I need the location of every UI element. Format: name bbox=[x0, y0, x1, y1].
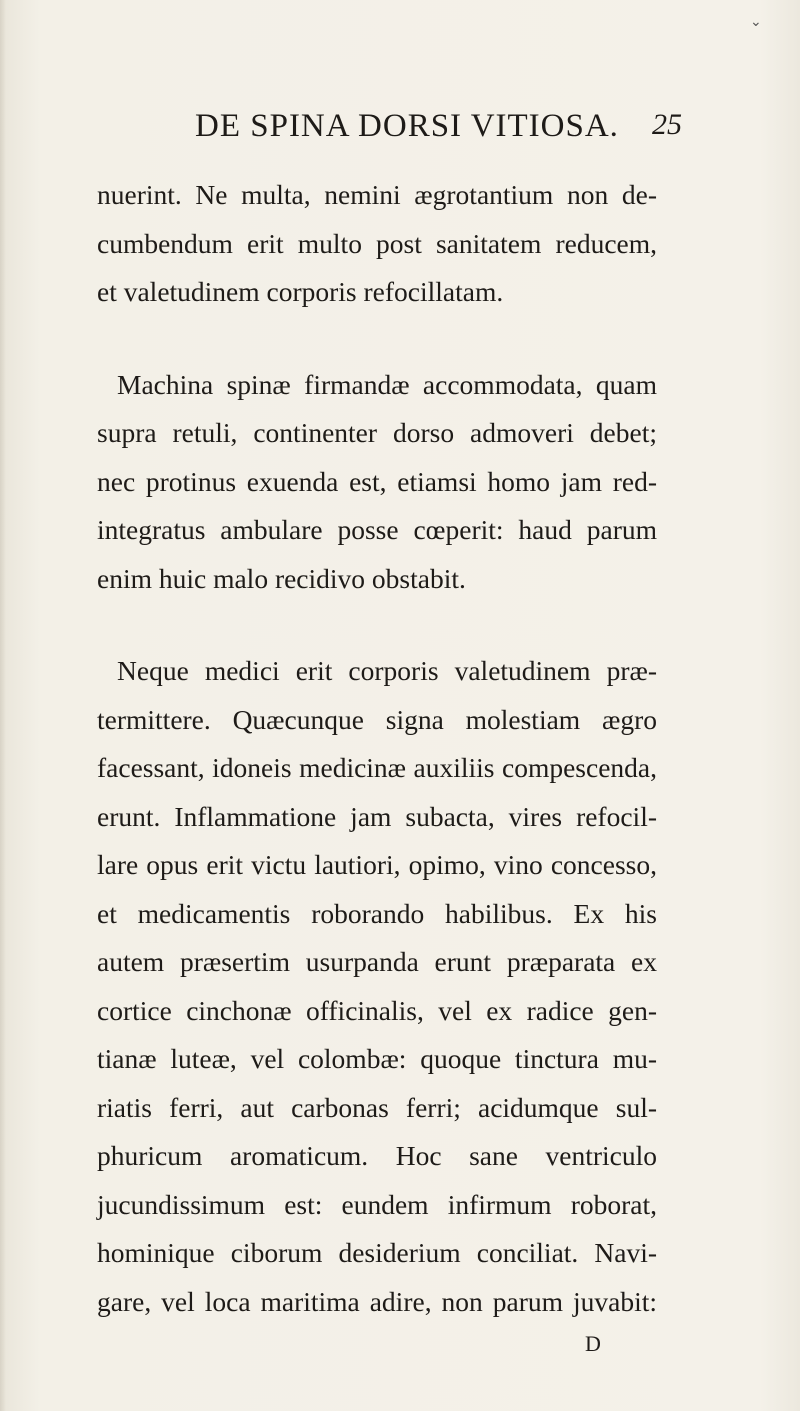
text-line: gare, vel loca maritima adire, non parum juvabit: bbox=[97, 1285, 657, 1317]
text-line: cumbendum erit multo post sanitatem reducem, bbox=[97, 227, 657, 259]
text-line: enim huic malo recidivo obstabit. bbox=[97, 562, 466, 594]
text-line: termittere. Quæcunque signa molestiam ægro bbox=[97, 703, 657, 735]
text-line: jucundissimum est: eundem infirmum roborat, bbox=[97, 1188, 657, 1220]
signature-mark: D bbox=[585, 1331, 601, 1356]
text-line: riatis ferri, aut carbonas ferri; acidumque sul- bbox=[97, 1091, 657, 1123]
page-number: 25 bbox=[652, 108, 682, 141]
text-line: lare opus erit victu lautiori, opimo, vino concesso, bbox=[97, 849, 657, 880]
corner-mark: ⌄ bbox=[750, 15, 762, 30]
text-line: integratus ambulare posse cœperit: haud parum bbox=[97, 514, 657, 545]
paragraph-1 bbox=[97, 171, 657, 317]
running-title: DE SPINA DORSI VITIOSA. bbox=[195, 108, 619, 144]
text-line: erunt. Inflammatione jam subacta, vires refocil- bbox=[97, 800, 657, 832]
text-line: et medicamentis roborando habilibus. Ex his bbox=[97, 897, 657, 929]
body-text bbox=[97, 171, 657, 1326]
paragraph-2 bbox=[97, 361, 657, 604]
text-line: hominique ciborum desiderium conciliat. Navi- bbox=[97, 1237, 657, 1268]
text-line: facessant, idoneis medicinæ auxiliis compescenda, bbox=[97, 752, 657, 783]
text-line: supra retuli, continenter dorso admoveri debet; bbox=[97, 417, 657, 448]
text-line: tianæ luteæ, vel colombæ: quoque tinctura mu- bbox=[97, 1043, 657, 1074]
text-line: et valetudinem corporis refocillatam. bbox=[97, 276, 504, 307]
text-line: Machina spinæ firmandæ accommodata, quam bbox=[117, 368, 657, 400]
text-line: phuricum aromaticum. Hoc sane ventriculo bbox=[97, 1140, 657, 1171]
text-line: nuerint. Ne multa, nemini ægrotantium non de- bbox=[97, 179, 657, 210]
paragraph-3 bbox=[97, 647, 657, 1326]
text-line: nec protinus exuenda est, etiamsi homo jam red- bbox=[97, 465, 657, 497]
text-line: Neque medici erit corporis valetudinem præ- bbox=[117, 655, 657, 686]
page-edge-shadow bbox=[0, 0, 6, 1411]
text-line: autem præsertim usurpanda erunt præparata ex bbox=[97, 946, 657, 977]
running-head bbox=[0, 108, 800, 158]
text-line: cortice cinchonæ officinalis, vel ex radice gen- bbox=[97, 994, 657, 1026]
